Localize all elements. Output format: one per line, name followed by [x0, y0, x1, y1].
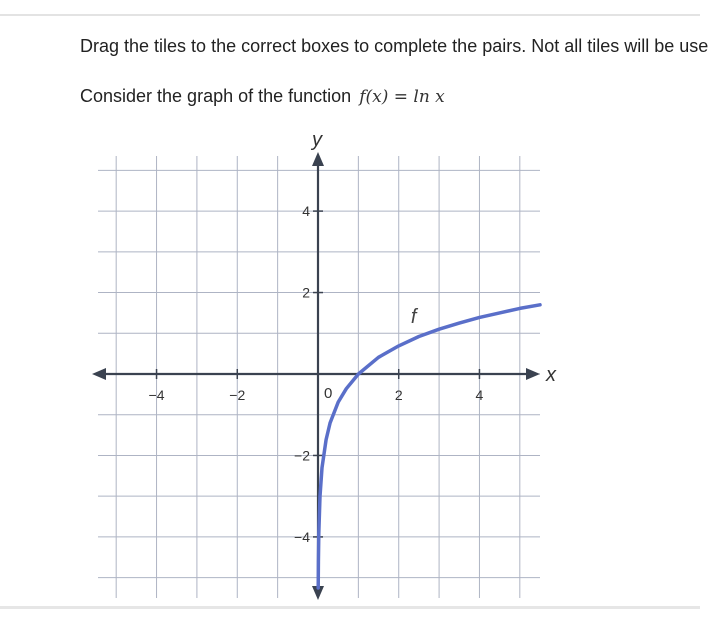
x-tick-label: 2	[394, 387, 403, 403]
y-axis-label: y	[312, 129, 322, 151]
bottom-divider	[0, 606, 700, 609]
y-tick-label: 2	[302, 284, 310, 301]
curve-label: f	[410, 306, 417, 329]
x-tick-label: 4	[475, 387, 484, 403]
instructions-text: Drag the tiles to the correct boxes to complete the pairs. Not all tiles will be use	[80, 36, 708, 56]
function-expression: f(x) = ln x	[359, 87, 445, 107]
y-tick-label: 4	[302, 203, 310, 220]
origin-label: 0	[324, 385, 333, 402]
prompt-text: Consider the graph of the function	[80, 86, 352, 106]
top-divider	[0, 14, 700, 16]
x-axis-left-arrow	[92, 368, 106, 380]
x-tick-label: −4	[148, 387, 165, 403]
x-axis-right-arrow	[526, 368, 540, 380]
y-tick-label: −4	[294, 528, 310, 545]
function-curve	[318, 305, 540, 588]
function-graph	[88, 128, 556, 608]
x-tick-label: −2	[229, 387, 246, 403]
graph-canvas	[88, 128, 556, 608]
x-axis-label: x	[546, 364, 556, 386]
y-tick-label: −2	[294, 447, 310, 464]
y-axis-up-arrow	[312, 152, 324, 166]
question-prompt	[80, 86, 445, 107]
